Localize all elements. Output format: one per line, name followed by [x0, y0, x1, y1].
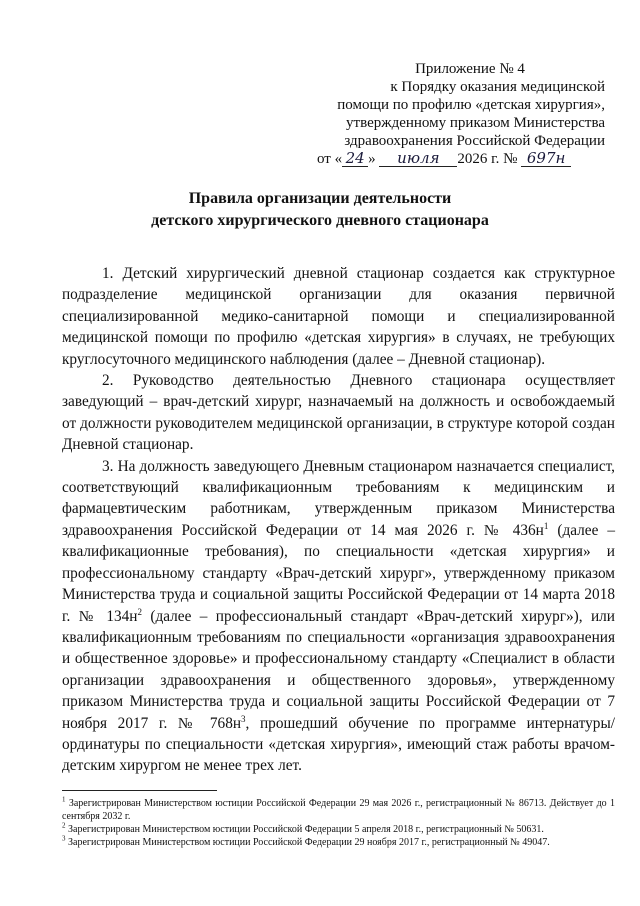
date-prefix: от «: [317, 151, 343, 167]
handwritten-month: июля: [379, 150, 457, 167]
footnote-ref-2: 2: [137, 606, 142, 617]
paragraph-3-text: (далее – квалификационные требования), по специальности «детская хирургия» и профессиональному стандарту «Врач-детский хирург», утвержденному приказом Министерства труда и социальной защиты Российской Федерации от 14 марта 2018 г. № 134н: [62, 521, 616, 625]
paragraph-1: 1. Детский хирургический дневной стационар создается как структурное подразделение медицинской организации для оказания первичной специализированной медико-санитарной помощи и специализированной медицинской помощи по профилю «детская хирургия» в случаях, не требующих круглосуточного медицинского наблюдения (далее – Дневной стационар).: [62, 265, 615, 368]
handwritten-order-number: 697н: [521, 150, 571, 167]
footnote-number: 3: [62, 834, 66, 843]
appendix-line: к Порядку оказания медицинской: [390, 79, 605, 95]
document-subtitle: детского хирургического дневного стационара: [151, 212, 489, 229]
footnotes: [62, 797, 615, 849]
order-date-line: [315, 150, 605, 168]
footnote-1: [62, 797, 615, 823]
appendix-header: [315, 60, 605, 168]
appendix-number: Приложение № 4: [415, 61, 525, 77]
document-title: Правила организации деятельности: [188, 190, 452, 207]
footnote-ref-3: 3: [241, 713, 246, 724]
footnote-3: [62, 836, 615, 849]
footnote-text: Зарегистрирован Министерством юстиции Российской Федерации 5 апреля 2018 г., регистрационный № 50631.: [65, 824, 544, 835]
footnote-number: 2: [62, 821, 66, 830]
paragraph-3-text: 3. На должность заведующего Дневным стационаром назначается специалист, соответствующий квалификационным требованиям к медицинским и фармацевтическим работникам, утвержденным приказом Министерства здравоохранения Российской Федерации от 14 мая 2026 г. № 436н: [62, 457, 615, 539]
appendix-line: утвержденному приказом Министерства: [346, 115, 605, 131]
appendix-line: здравоохранения Российской Федерации: [344, 133, 605, 149]
footnote-ref-1: 1: [543, 520, 549, 531]
handwritten-day: 24: [342, 150, 368, 167]
document-body: [62, 263, 615, 777]
footnote-text: Зарегистрирован Министерством юстиции Российской Федерации 29 ноября 2017 г., регистрационный № 49047.: [65, 837, 550, 848]
date-year: 2026 г. №: [457, 151, 518, 167]
appendix-line: помощи по профилю «детская хирургия»,: [337, 97, 605, 113]
footnote-text: Зарегистрирован Министерством юстиции Российской Федерации 29 мая 2026 г., регистрационный № 86713. Действует до 1 сентября 2032 г.: [62, 798, 615, 822]
date-mid: »: [368, 151, 376, 167]
footnote-number: 1: [62, 795, 66, 804]
footnote-separator: [62, 790, 217, 791]
paragraph-3: [62, 456, 615, 777]
paragraph-2: 2. Руководство деятельностью Дневного стационара осуществляет заведующий – врач-детский хирург, назначаемый на должность и освобождаемый от должности руководителем медицинской организации, в структуре которой создан Дневной стационар.: [62, 372, 615, 454]
paragraph-3-text: , прошедший обучение по программе интернатуры/ординатуры по специальности «детская хирургия», имеющий стаж работы врачом-детским хирургом не менее трех лет.: [62, 714, 615, 775]
paragraph-3-text: (далее – профессиональный стандарт «Врач-детский хирург»), или квалификационным требованиям по специальности «организация здравоохранения и общественное здоровье» и профессиональному стандарту «Специалист в области организации здравоохранения и общественного здоровья», утвержденному приказом Министерства труда и социальной защиты Российской Федерации от 7 ноября 2017 г. № 768н: [62, 607, 615, 732]
footnote-2: [62, 823, 615, 836]
